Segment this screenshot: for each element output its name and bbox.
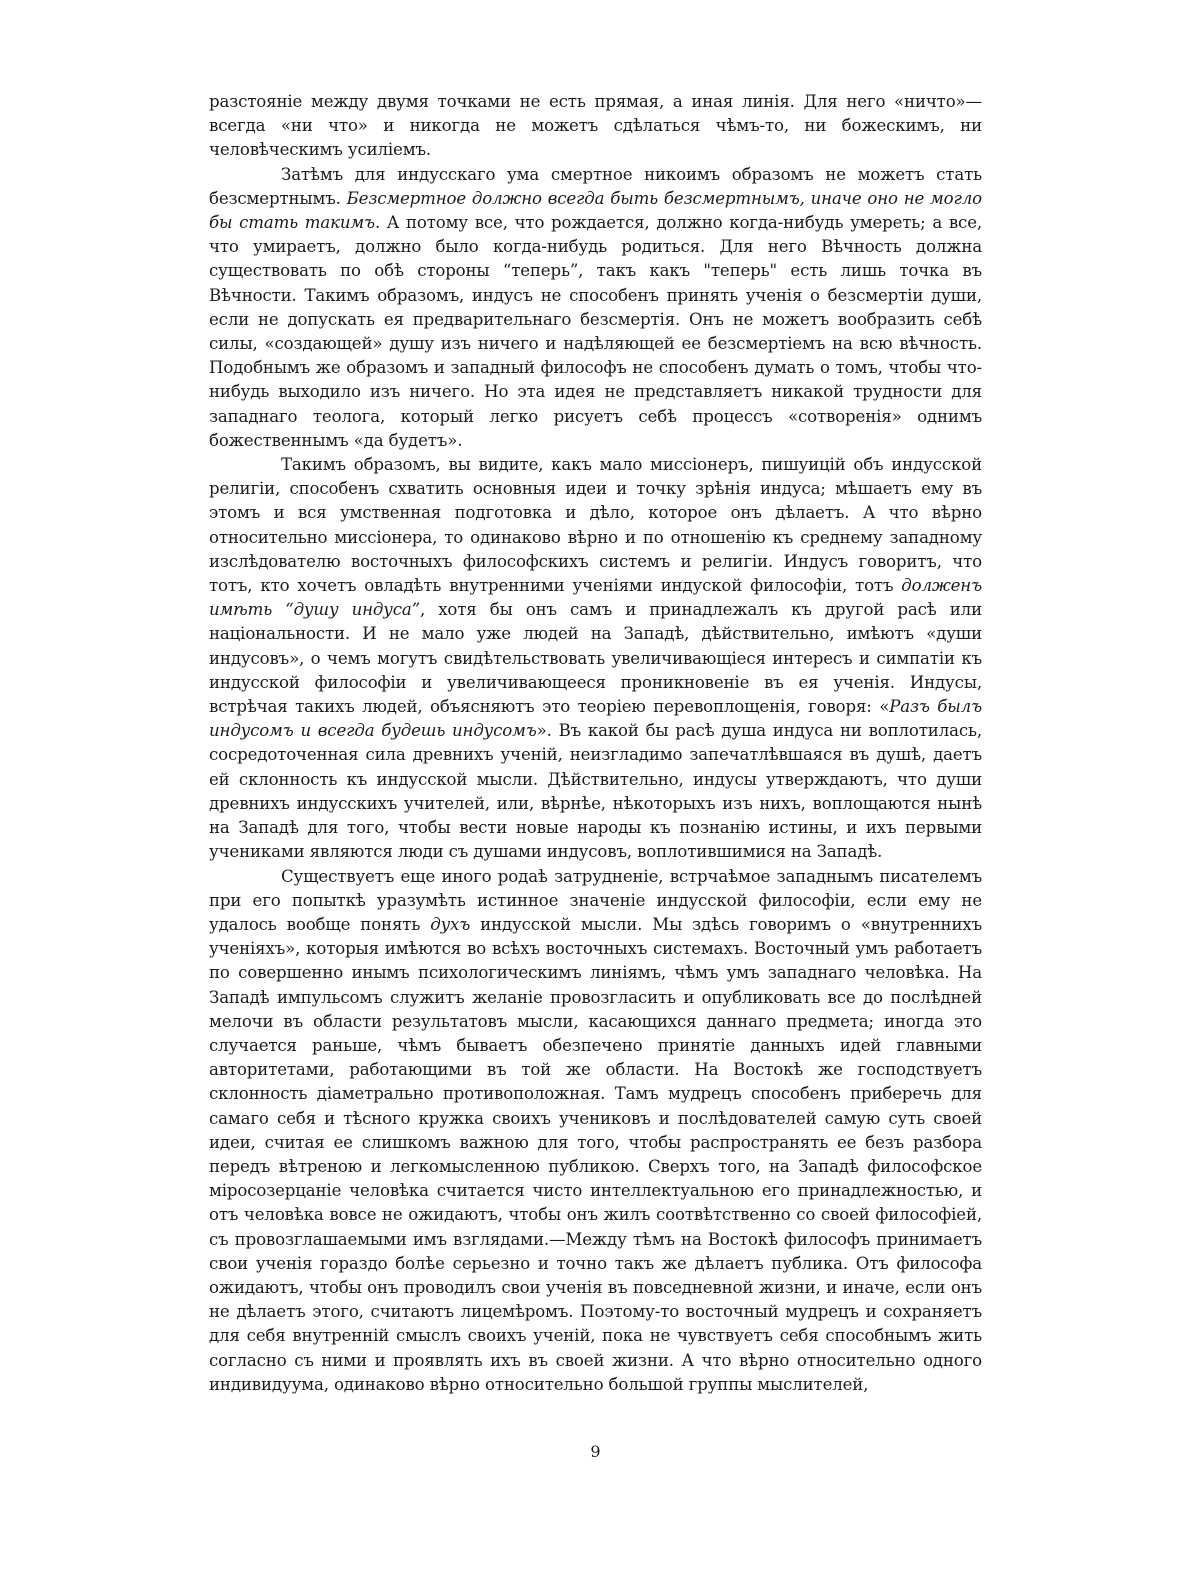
- text-run: ». Въ какой бы расѣ душа индуса ни воплотилась, сосредоточенная сила древнихъ ученій, неизгладимо запечатлѣвшаяся въ душѣ, даетъ ей склонность къ индусской мысли. Дѣйствительно, индусы утверждаютъ, что души древнихъ индусскихъ учителей, или, вѣрнѣе, нѣкоторыхъ изъ нихъ, воплощаются нынѣ на Западѣ для того, чтобы вести новые народы къ познанію истины, и ихъ первыми учениками являются люди съ душами индусовъ, воплотившимися на Западѣ.: [209, 721, 982, 862]
- paragraph-1: [209, 90, 982, 163]
- text-run: Затѣмъ для индусскаго ума смертное никоимъ образомъ не можетъ стать безсмертнымъ.: [209, 164, 982, 208]
- text-run: Такимъ образомъ, вы видите, какъ мало миссіонеръ, пишуицій объ индусской религіи, способенъ схватить основныя идеи и точку зрѣнія индуса; мѣшаетъ ему въ этомъ и вся умственная подготовка и дѣло, которое онъ дѣлаетъ. А что вѣрно относительно миссіонера, то одинаково вѣрно и по отношенію къ среднему западному изслѣдователю восточныхъ философскихъ системъ и религіи. Индусъ говоритъ, что тотъ, кто хочетъ овладѣть внутренними ученіями индуской философіи, тотъ: [209, 455, 982, 596]
- text-run: . А потому все, что рождается, должно когда-нибудь умереть; а все, что умираетъ, должно было когда-нибудь родиться. Для него Вѣчность должна существовать по обѣ стороны “теперь”, такъ какъ "теперь" есть лишь точка въ Вѣчности. Такимъ образомъ, индусъ не способенъ принять ученія о безсмертіи души, если не допускать ея предварительнаго безсмертія. Онъ не можетъ вообразить себѣ силы, «создающей» душу изъ ничего и надѣляющей ее безсмертіемъ на всю вѣчность. Подобнымъ же образомъ и западный философъ не способенъ думать о томъ, чтобы что-нибудь выходило изъ ничего. Но эта идея не представляетъ никакой трудности для западнаго теолога, который легко рисуетъ себѣ процессъ «сотворенія» однимъ божественнымъ «да будетъ».: [209, 213, 982, 450]
- page-number: 9: [590, 1442, 601, 1461]
- text-run: Существуетъ еще иного родаѣ затрудненіе, встрчаѣмое западнымъ писателемъ при его попыткѣ уразумѣть истинное значеніе индусской философіи, если ему не удалось вообще понять: [209, 866, 982, 934]
- text-run: индусской мысли. Мы здѣсь говоримъ о «внутреннихъ ученіяхъ», которыя имѣются во всѣхъ восточныхъ системахъ. Восточный умъ работаетъ по совершенно инымъ психологическимъ линіямъ, чѣмъ умъ западнаго человѣка. На Западѣ импульсомъ служитъ желаніе провозгласить и опубликовать все до послѣдней мелочи въ области результатовъ мысли, касающихся даннаго предмета; иногда это случается раньше, чѣмъ бываетъ обезпечено принятіе данныхъ идей главными авторитетами, работающими въ той же области. На Востокѣ же господствуетъ склонность діаметрально противоположная. Тамъ мудрецъ способенъ приберечь для самаго себя и тѣсного кружка своихъ учениковъ и послѣдователей самую суть своей идеи, считая ее слишкомъ важною для того, чтобы распространять ее безъ разбора передъ вѣтреною и легкомысленною публикою. Сверхъ того, на Западѣ философское міросозерцаніе человѣка считается чисто интеллектуальною его принадлежностью, и отъ человѣка вовсе не ожидаютъ, чтобы онъ жилъ соотвѣтственно со своей философіей, съ провозглашаемыми имъ взглядами.—Между тѣмъ на Востокѣ философъ принимаетъ свои ученія гораздо болѣе серьезно и точно такъ же дѣлаетъ публика. Отъ философа ожидаютъ, чтобы онъ проводилъ свои ученія въ повседневной жизни, и иначе, если онъ не дѣлаетъ этого, считаютъ лицемѣромъ. Поэтому-то восточный мудрецъ и сохраняетъ для себя внутренній смыслъ своихъ ученій, пока не чувствуетъ себя способнымъ жить согласно съ ними и проявлять ихъ въ своей жизни. А что вѣрно относительно одного индивидуума, одинаково вѣрно относительно большой группы мыслителей,: [209, 914, 982, 1394]
- italic-text: духъ: [430, 914, 471, 934]
- text-run: , хотя бы онъ самъ и принадлежалъ къ другой расѣ или національности. И не мало уже людей на Западѣ, дѣйствительно, имѣютъ «души индусовъ», о чемъ могутъ свидѣтельствовать увеличивающіеся интересъ и симпатіи къ индусской философіи и увеличивающееся проникновеніе въ ея ученія. Индусы, встрѣчая такихъ людей, объясняютъ это теоріею перевоплощенія, говоря: «: [209, 600, 982, 717]
- paragraph-4: [209, 865, 982, 1397]
- paragraph-3: [209, 453, 982, 864]
- paragraph-2: [209, 163, 982, 453]
- italic-text: долженъ имѣть “душу индуса”: [209, 576, 982, 620]
- italic-text: Безсмертное должно всегда быть безсмертнымъ, иначе оно не могло бы стать такимъ: [209, 188, 982, 233]
- body-text: [209, 90, 982, 1397]
- italic-text: Разъ былъ индусомъ и всегда будешь индусомъ: [209, 697, 982, 741]
- text-run: разстояніе между двумя точками не есть прямая, а иная линія. Для него «ничто»—всегда «ни что» и никогда не можетъ сдѣлаться чѣмъ-то, ни божескимъ, ни человѣческимъ усиліемъ.: [209, 92, 982, 160]
